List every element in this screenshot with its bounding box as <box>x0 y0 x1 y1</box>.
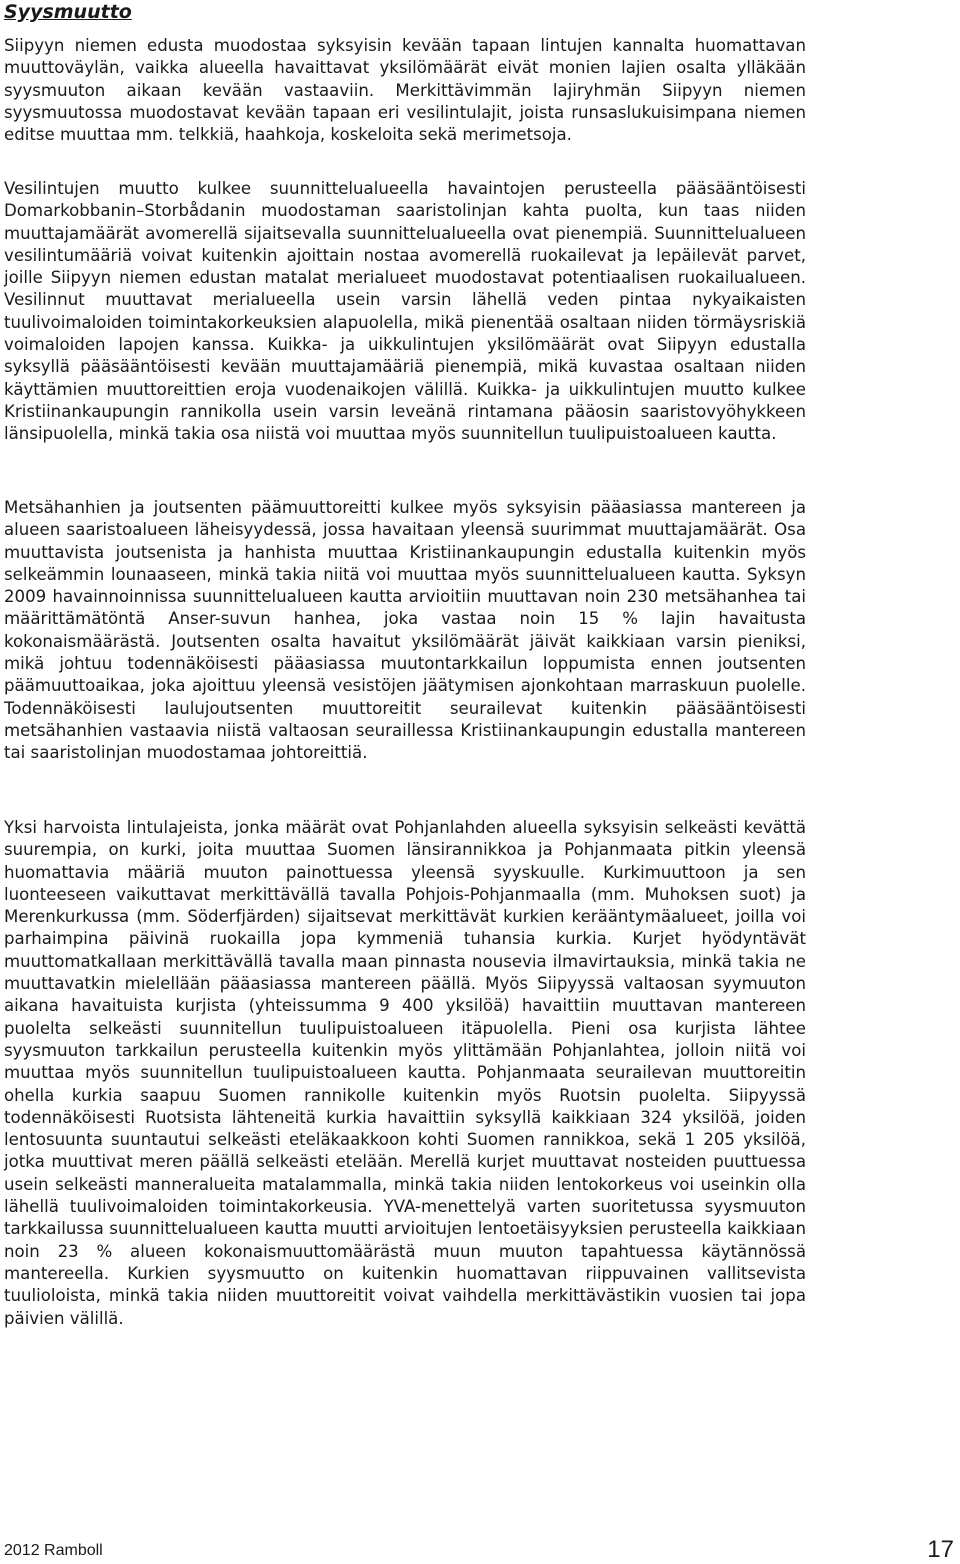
paragraph-3: Metsähanhien ja joutsenten päämuuttoreitti kulkee myös syksyisin pääasiassa mantereen ja alueen saaristoalueen läheisyydessä, jossa havaitaan yleensä suurimmat muuttajamäärät. Osa muuttavista joutsenista ja hanhista muuttaa Kristiinankaupungin edustalla kuitenkin myös selkeämmin lounaaseen, minkä takia niitä voi muuttaa myös suunnittelualueen kautta. Syksyn 2009 havainnoinnissa suunnittelualueen kautta arvioitiin muuttavan noin 230 metsähanhea tai määrittämätöntä Anser-suvun hanhea, joka vastaa noin 15 % lajin havaitusta kokonaismäärästä. Joutsenten osalta havaitut yksilömäärät jäivät kaikkiaan varsin pieniksi, mikä johtuu todennäköisesti pääasiassa muutontarkkailun loppumista ennen joutsenten päämuuttoaikaa, joka ajoittuu yleensä vesistöjen jäätymisen ajonkohtaan marraskuun puolelle. Todennäköisesti laulujoutsenten muuttoreitit seurailevat kuitenkin pääsääntöisesti metsähanhien vastaavia niistä valtaosan seuraillessa Kristiinankaupungin edustalla mantereen tai saaristolinjan muodostamaa johtoreittiä. <box>4 498 806 763</box>
page-number: 17 <box>927 1536 954 1563</box>
paragraph-4: Yksi harvoista lintulajeista, jonka määrät ovat Pohjanlahden alueella syksyisin selkeästi kevättä suurempia, on kurki, joita muuttaa Suomen länsirannikkoa ja Pohjanmaata pitkin yleensä huomattavia määriä muuton painottuessa yleensä syyskuulle. Kurkimuuttoon ja sen luonteeseen vaikuttavat merkittävällä tavalla Pohjois-Pohjanmaalla (mm. Muhoksen suot) ja Merenkurkussa (mm. Söderfjärden) sijaitsevat merkittävät kurkien kerääntymäalueet, joilla voi parhaimpina päivinä ruokailla jopa kymmeniä tuhansia kurkia. Kurjet hyödyntävät muuttomatkallaan merkittävällä tavalla maan pinnasta nousevia ilmavirtauksia, minkä takia ne muuttavatkin mielellään pääasiassa mantereen päällä. Myös Siipyyssä valtaosan syymuuton aikana havaituista kurjista (yhteissumma 9 400 yksilöä) havaittiin muuttavan mantereen puolelta selkeästi suunnitellun tuulipuistoalueen itäpuolella. Pieni osa kurjista lähtee syysmuuton tarkkailun perusteella kuitenkin myös ylittämään Pohjanlahtea, jolloin niitä voi muuttaa myös suunnitellun tuulipuistoalueen kautta. Pohjanmaata seurailevan muuttoreitin ohella kurkia saapuu Suomen rannikolle kuitenkin myös Ruotsin puolelta. Siipyyssä todennäköisesti Ruotsista lähteneitä kurkia havaittiin syksyllä kaikkiaan 324 yksilöä, joiden lentosuunta suuntautui selkeästi eteläkaakkoon kohti Suomen rannikkoa, sekä 1 205 yksilöä, jotka muuttivat meren päällä selkeästi etelään. Merellä kurjet muuttavat nosteiden puuttuessa usein selkeästi manneralueita matalammalla, minkä takia niiden lentokorkeus voi useinkin olla lähellä tuulivoimaloiden toimintakorkeusia. YVA-menettelyä varten suoritetussa syysmuuton tarkkailussa suunnittelualueen kautta muutti arvioitujen lentoetäisyyksien perusteella kaikkiaan noin 23 % alueen kokonaismuuttomäärästä muun muuton tapahtuessa käytännössä mantereella. Kurkien syysmuutto on kuitenkin huomattavan riippuvainen vallitsevista tuulioloista, minkä takia niiden muuttoreitit voivat vaihdella merkittävästikin vuosien tai jopa päivien välillä. <box>4 818 806 1328</box>
section-title: Syysmuutto <box>4 1 132 23</box>
footer-publisher: 2012 Ramboll <box>4 1542 103 1559</box>
document-page <box>4 0 806 1328</box>
paragraph-1: Siipyyn niemen edusta muodostaa syksyisin kevään tapaan lintujen kannalta huomattavan muuttoväylän, vaikka alueella havaittavat yksilömäärät eivät monien lajien osalta ylläkään syysmuuton aikaan kevään vastaaviin. Merkittävimmän lajiryhmän Siipyyn niemen syysmuutossa muodostavat kevään tapaan eri vesilintulajit, joista runsaslukuisimpana niemen editse muuttaa mm. telkkiä, haahkoja, koskeloita sekä merimetsoja. <box>4 36 806 145</box>
paragraph-2: Vesilintujen muutto kulkee suunnittelualueella havaintojen perusteella pääsääntöisesti Domarkobbanin–Storbådanin muodostaman saaristolinjan kahta puolta, kun taas niiden muuttajamäärät avomerellä sijaitsevalla suunnittelualueella ovat pienempiä. Suunnittelualueen vesilintumääriä voivat kuitenkin ajoittain nostaa avomerellä ruokailevat ja lepäilevät parvet, joille Siipyyn niemen edustan matalat merialueet muodostavat potentiaalisen ruokailualueen. Vesilinnut muuttavat merialueella usein varsin lähellä veden pintaa nykyaikaisten tuulivoimaloiden toimintakorkeuksien alapuolella, mikä pienentää osaltaan niiden törmäysriskiä voimaloiden lapojen kanssa. Kuikka- ja uikkulintujen yksilömäärät ovat Siipyyn edustalla syksyllä pääsääntöisesti kevään muuttajamääriä pienempiä, mikä kuvastaa osaltaan niiden käyttämien muuttoreittien eroja vuodenaikojen välillä. Kuikka- ja uikkulintujen muutto kulkee Kristiinankaupungin rannikolla usein varsin leveänä rintamana pääosin saaristovyöhykkeen länsipuolella, minkä takia osa niistä voi muuttaa myös suunnitellun tuulipuistoalueen kautta. <box>4 179 806 444</box>
